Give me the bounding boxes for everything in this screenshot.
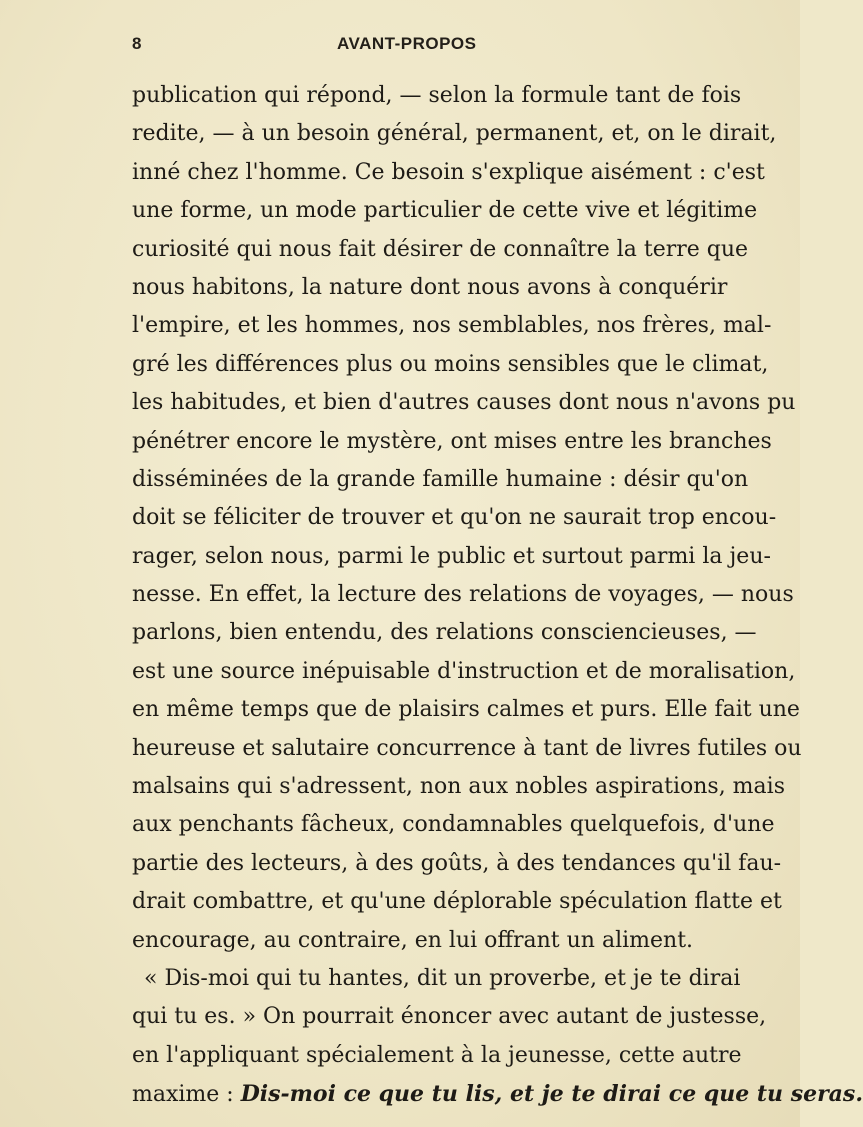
text-line: les habitudes, et bien d'autres causes dont nous n'avons pu (132, 390, 796, 416)
text-line: parlons, bien entendu, des relations consciencieuses, — (132, 620, 757, 646)
text-line: malsains qui s'adressent, non aux nobles aspirations, mais (132, 774, 785, 800)
text-line: drait combattre, et qu'une déplorable spéculation flatte et (132, 889, 782, 915)
page-number: 8 (132, 34, 142, 53)
text-line: publication qui répond, — selon la formule tant de fois (132, 83, 742, 108)
text-line-final (132, 1075, 863, 1113)
text-line: encourage, au contraire, en lui offrant un aliment. (132, 927, 694, 953)
text-line: « Dis-moi qui tu hantes, dit un proverbe, et je te dirai (144, 965, 741, 991)
text-line: en l'appliquant spécialement à la jeunesse, cette autre (132, 1042, 742, 1068)
text-line: qui tu es. » On pourrait énoncer avec autant de justesse, (132, 1004, 767, 1030)
text-line: partie des lecteurs, à des goûts, à des tendances qu'il fau- (132, 850, 782, 876)
text-line: doit se féliciter de trouver et qu'on ne saurait trop encou- (132, 505, 777, 531)
text-line: pénétrer encore le mystère, ont mises entre les branches (132, 428, 772, 454)
text-line: rager, selon nous, parmi le public et surtout parmi la jeu- (132, 543, 771, 569)
text-line: une forme, un mode particulier de cette vive et légitime (132, 198, 758, 224)
text-line: redite, — à un besoin général, permanent, et, on le dirait, (132, 121, 777, 147)
text-line: en même temps que de plaisirs calmes et purs. Elle fait une (132, 697, 800, 723)
text-line: heureuse et salutaire concurrence à tant de livres futiles ou (132, 735, 802, 761)
text-line: aux penchants fâcheux, condamnables quelquefois, d'une (132, 812, 775, 838)
page-header (132, 34, 680, 56)
text-line: disséminées de la grande famille humaine : désir qu'on (132, 466, 749, 492)
text-line: est une source inépuisable d'instruction et de moralisation, (132, 658, 796, 684)
text-line: nesse. En effet, la lecture des relations de voyages, — nous (132, 582, 794, 608)
text-line: inné chez l'homme. Ce besoin s'explique aisément : c'est (132, 159, 765, 185)
maxime-prefix: maxime : (132, 1082, 241, 1108)
text-line: nous habitons, la nature dont nous avons à conquérir (132, 274, 728, 300)
body-text (132, 77, 863, 1114)
text-line: curiosité qui nous fait désirer de connaître la terre que (132, 236, 749, 262)
text-line: gré les différences plus ou moins sensibles que le climat, (132, 351, 769, 377)
text-line: l'empire, et les hommes, nos semblables, nos frères, mal- (132, 313, 772, 339)
maxime-quote: Dis-moi ce que tu lis, et je te dirai ce que tu seras. (240, 1081, 863, 1108)
running-title: AVANT-PROPOS (337, 34, 477, 53)
